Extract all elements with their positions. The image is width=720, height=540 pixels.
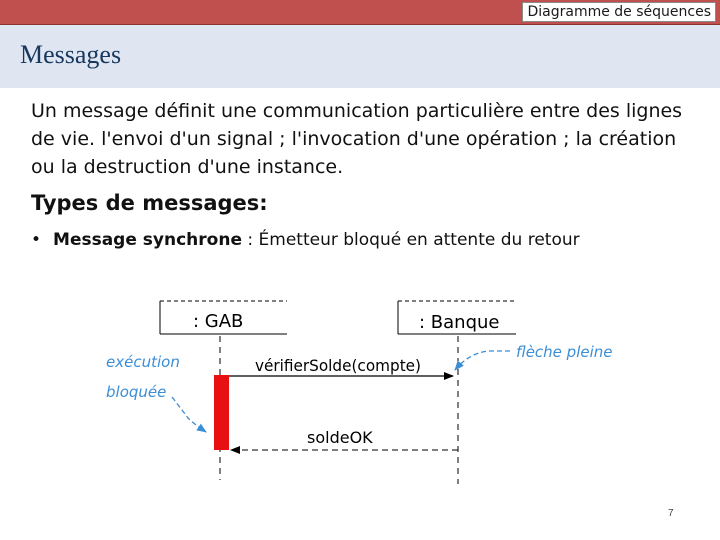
bullet-description: : Émetteur bloqué en attente du retour — [241, 230, 580, 250]
intro-paragraph: Un message définit une communication particulière entre des lignes de vie. l'envoi d'un signal ; l'invocation d'une opération ; la création ou la destruction d'une instance. — [31, 100, 683, 178]
annotation-fleche-pleine: flèche pleine — [516, 343, 613, 361]
annotation-pointer-blocked — [172, 397, 206, 432]
lifeline-banque-label: : Banque — [419, 312, 500, 333]
page-number: 7 — [668, 508, 674, 519]
annotation-bloquee: bloquée — [106, 383, 167, 401]
lifeline-gab — [160, 301, 287, 480]
message-solde-ok — [231, 428, 458, 450]
message-label-verifier-solde: vérifierSolde(compte) — [255, 356, 421, 375]
types-heading: Types de messages: — [31, 191, 268, 215]
annotation-execution: exécution — [106, 353, 180, 371]
slide-title: Messages — [20, 40, 122, 69]
lifeline-gab-label: : GAB — [193, 311, 244, 332]
bullet-icon: • — [31, 230, 42, 250]
lifeline-banque — [398, 301, 516, 484]
section-title: Diagramme de séquences — [522, 2, 716, 22]
message-label-solde-ok: soldeOK — [307, 428, 373, 447]
annotation-pointer-arrow — [455, 351, 510, 370]
bullet-term: Message synchrone — [53, 230, 242, 250]
activation-bar — [214, 375, 229, 450]
message-verifier-solde — [229, 356, 453, 376]
